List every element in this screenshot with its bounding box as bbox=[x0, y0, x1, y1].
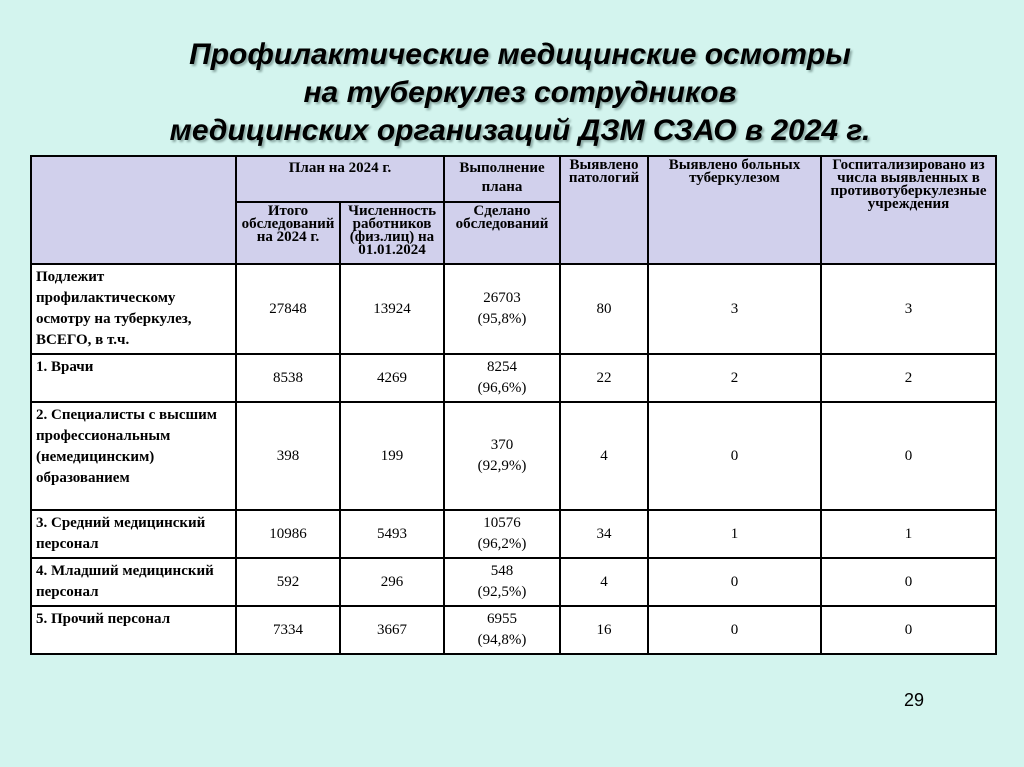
cell-tb: 0 bbox=[648, 606, 821, 654]
cell-headcount: 3667 bbox=[340, 606, 444, 654]
cell-pathology: 16 bbox=[560, 606, 648, 654]
examination-table bbox=[30, 155, 997, 655]
done-percent: (95,8%) bbox=[477, 311, 527, 327]
cell-pathology: 80 bbox=[560, 264, 648, 354]
header-headcount: Численность работников (физ.лиц) на 01.01.2024 bbox=[340, 202, 444, 264]
cell-done bbox=[444, 606, 560, 654]
header-pathology: Выявлено патологий bbox=[560, 156, 648, 264]
done-percent: (94,8%) bbox=[477, 632, 527, 648]
table-row bbox=[31, 264, 996, 354]
title-line-3: медицинских организаций ДЗМ СЗАО в 2024 г. bbox=[169, 114, 871, 147]
done-percent: (96,2%) bbox=[477, 536, 527, 552]
cell-headcount: 4269 bbox=[340, 354, 444, 402]
done-value: 370 bbox=[490, 437, 514, 453]
cell-pathology: 34 bbox=[560, 510, 648, 558]
table-row bbox=[31, 354, 996, 402]
cell-tb: 2 bbox=[648, 354, 821, 402]
done-value: 548 bbox=[490, 563, 514, 579]
cell-hosp: 1 bbox=[821, 510, 996, 558]
header-empty-cell bbox=[31, 156, 236, 264]
done-value: 26703 bbox=[483, 290, 521, 306]
cell-pathology: 4 bbox=[560, 402, 648, 510]
done-value: 10576 bbox=[483, 515, 521, 531]
cell-headcount: 296 bbox=[340, 558, 444, 606]
cell-hosp: 0 bbox=[821, 558, 996, 606]
header-total-exams: Итого обследований на 2024 г. bbox=[236, 202, 340, 264]
slide-title bbox=[120, 36, 920, 150]
cell-done bbox=[444, 558, 560, 606]
row-label: 4. Младший медицинский персонал bbox=[31, 558, 236, 606]
row-label: 2. Специалисты с высшим профессиональным (немедицинским) образованием bbox=[31, 402, 236, 510]
cell-done bbox=[444, 354, 560, 402]
done-percent: (92,5%) bbox=[477, 584, 527, 600]
cell-hosp: 0 bbox=[821, 606, 996, 654]
header-hospitalized: Госпитализировано из числа выявленных в противотуберкулезные учреждения bbox=[821, 156, 996, 264]
cell-done bbox=[444, 510, 560, 558]
cell-headcount: 13924 bbox=[340, 264, 444, 354]
table-row bbox=[31, 606, 996, 654]
title-line-1: Профилактические медицинские осмотры bbox=[189, 38, 851, 71]
cell-total: 10986 bbox=[236, 510, 340, 558]
header-done: Сделано обследований bbox=[444, 202, 560, 264]
cell-done bbox=[444, 402, 560, 510]
done-percent: (96,6%) bbox=[477, 380, 527, 396]
cell-total: 592 bbox=[236, 558, 340, 606]
table-row bbox=[31, 510, 996, 558]
done-value: 6955 bbox=[487, 611, 517, 627]
cell-tb: 1 bbox=[648, 510, 821, 558]
table-row bbox=[31, 558, 996, 606]
table-row bbox=[31, 402, 996, 510]
cell-tb: 0 bbox=[648, 402, 821, 510]
cell-pathology: 4 bbox=[560, 558, 648, 606]
row-label: Подлежит профилактическому осмотру на туберкулез, ВСЕГО, в т.ч. bbox=[31, 264, 236, 354]
cell-headcount: 199 bbox=[340, 402, 444, 510]
header-plan: План на 2024 г. bbox=[236, 156, 444, 202]
page-number: 29 bbox=[904, 690, 925, 710]
cell-done bbox=[444, 264, 560, 354]
header-tb-found: Выявлено больных туберкулезом bbox=[648, 156, 821, 264]
cell-hosp: 2 bbox=[821, 354, 996, 402]
cell-hosp: 3 bbox=[821, 264, 996, 354]
cell-pathology: 22 bbox=[560, 354, 648, 402]
cell-total: 7334 bbox=[236, 606, 340, 654]
header-row-1 bbox=[31, 156, 996, 202]
cell-tb: 0 bbox=[648, 558, 821, 606]
header-fulfillment: Выполнение плана bbox=[444, 156, 560, 202]
row-label: 3. Средний медицинский персонал bbox=[31, 510, 236, 558]
row-label: 5. Прочий персонал bbox=[31, 606, 236, 654]
cell-total: 398 bbox=[236, 402, 340, 510]
title-line-2: на туберкулез сотрудников bbox=[303, 76, 737, 109]
cell-headcount: 5493 bbox=[340, 510, 444, 558]
cell-tb: 3 bbox=[648, 264, 821, 354]
cell-total: 27848 bbox=[236, 264, 340, 354]
row-label: 1. Врачи bbox=[31, 354, 236, 402]
done-percent: (92,9%) bbox=[477, 458, 527, 474]
done-value: 8254 bbox=[487, 359, 517, 375]
cell-total: 8538 bbox=[236, 354, 340, 402]
cell-hosp: 0 bbox=[821, 402, 996, 510]
